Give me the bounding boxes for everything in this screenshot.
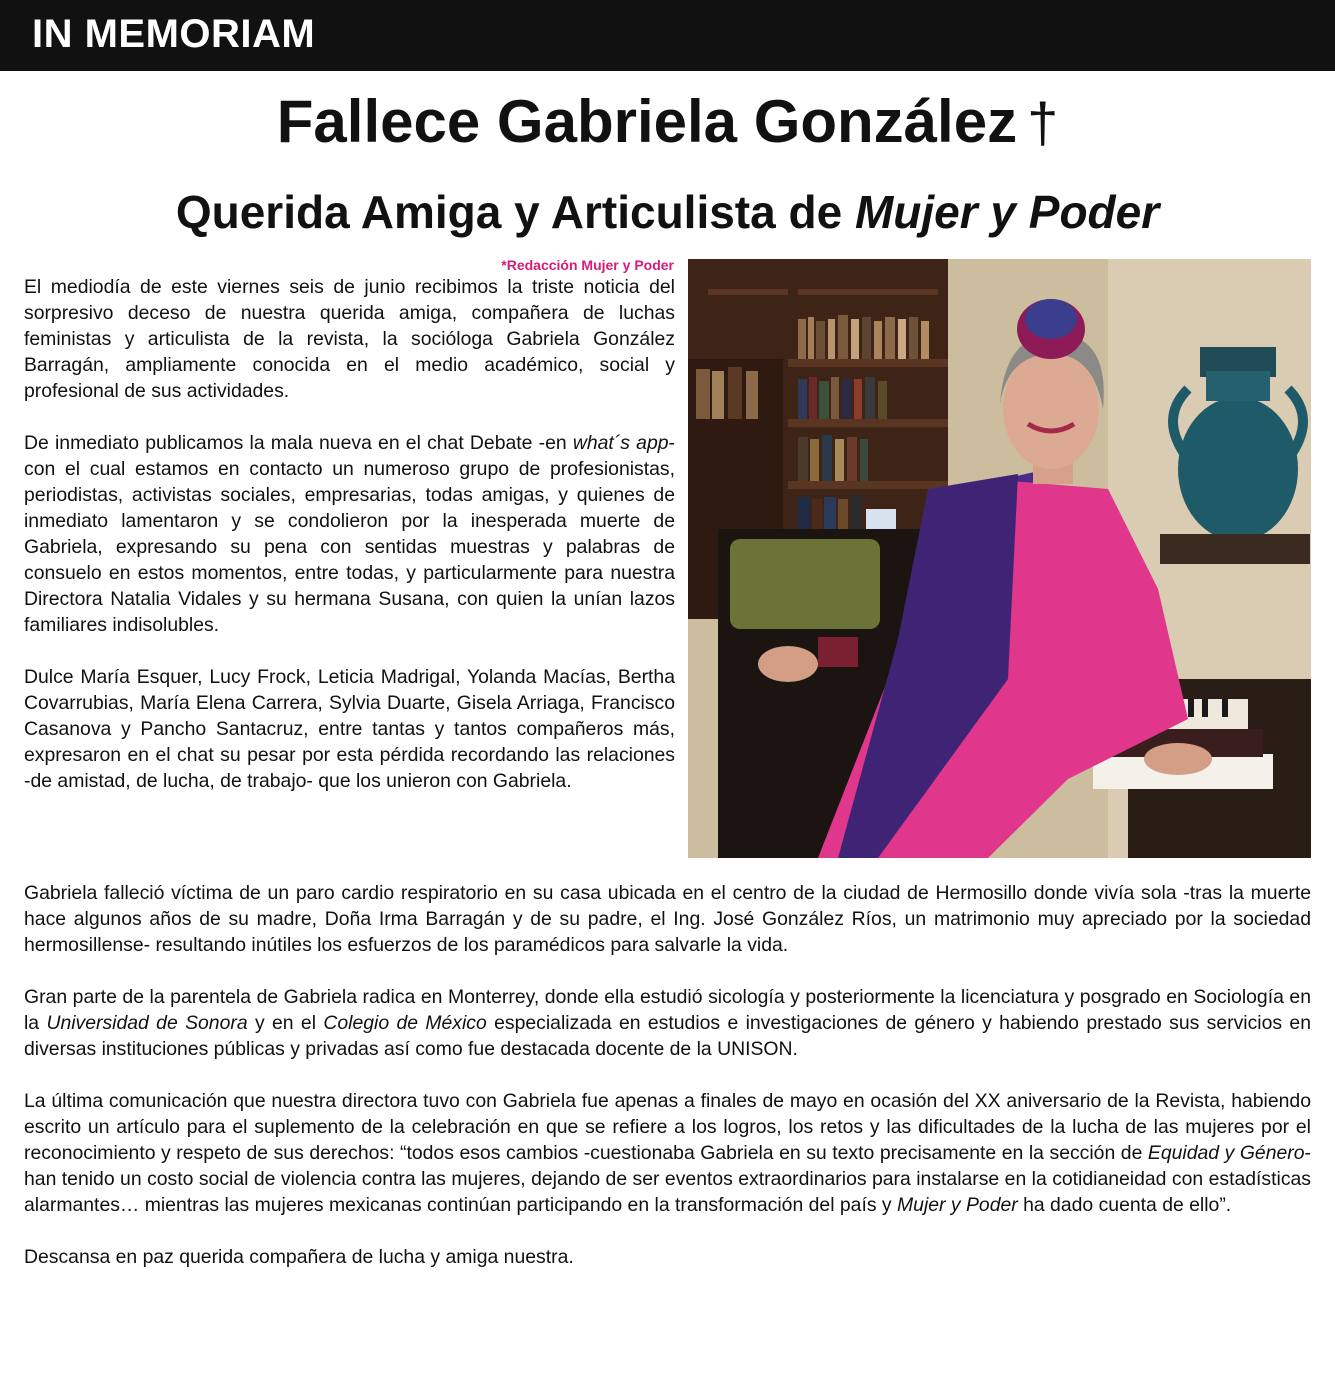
paragraph-2-text-a: De inmediato publicamos la mala nueva en el chat Debate -en — [24, 432, 573, 454]
paragraph-5-text-c: especializada en estudios e investigaciones de género y habiendo prestado sus servicios en diversas instituciones públicas y privadas así como fue destacada docente de la UNISON. — [24, 1012, 1311, 1060]
paragraph-6-text-b: - han tenido un costo social de violencia contra las mujeres, dejando de ser eventos extraordinarios para instalarse en la cotidianeidad con estadísticas alarmantes… mientras las mujeres mexicanas continúan participando en la transformación del país y — [24, 1142, 1311, 1216]
paragraph-4: Gabriela falleció víctima de un paro cardio respiratorio en su casa ubicada en el centro de la ciudad de Hermosillo donde vivía sola -tras la muerte hace algunos años de su madre, Doña Irma Barragán y de su padre, el Ing. José González Ríos, un matrimonio muy apreciado por la sociedad hermosillense- resultando inútiles los esfuerzos de los paramédicos para salvarle la vida. — [24, 882, 1311, 956]
paragraph-6-text-a: La última comunicación que nuestra directora tuvo con Gabriela fue apenas a finales de mayo en ocasión del XX aniversario de la Revista, habiendo escrito un artículo para el suplemento de la celebración en que se refiere a los logros, los retos y las dificultades de la lucha de las mujeres por el reconocimiento y respeto de sus derechos: “todos esos cambios -cuestionaba Gabriela en su texto precisamente en la sección de — [24, 1090, 1311, 1164]
paragraph-2-italic: what´s app — [572, 432, 669, 454]
paragraph-5-text-b: y en el — [247, 1012, 324, 1034]
paragraph-6 — [24, 1088, 1311, 1218]
subheadline-prefix: Querida Amiga y Articulista de — [175, 186, 855, 238]
portrait-photo-icon — [688, 259, 1311, 858]
paragraph-5-italic-2: Colegio de México — [323, 1012, 487, 1034]
cross-icon: † — [1027, 91, 1059, 154]
portrait-photo — [688, 259, 1311, 858]
paragraph-3: Dulce María Esquer, Lucy Frock, Leticia Madrigal, Yolanda Macías, Bertha Covarrubias, María Elena Carrera, Sylvia Duarte, Gisela Arriaga, Francisco Casanova y Pancho Santacruz, entre tantas y tantos compañeros más, expresaron en el chat su pesar por esta pérdida recordando las relaciones -de amistad, de lucha, de trabajo- que los unieron con Gabriela. — [24, 666, 675, 792]
paragraph-5-italic-1: Universidad de Sonora — [46, 1012, 248, 1034]
headline-text: Fallece Gabriela González — [276, 88, 1018, 155]
memoriam-banner — [0, 0, 1335, 71]
headline — [0, 80, 1335, 165]
full-width-text — [24, 880, 1311, 1296]
banner-label: IN MEMORIAM — [32, 12, 316, 56]
paragraph-5 — [24, 984, 1311, 1062]
subheadline-publication: Mujer y Poder — [854, 186, 1160, 238]
paragraph-1: El mediodía de este viernes seis de junio recibimos la triste noticia del sorpresivo deceso de nuestra querida amiga, compañera de luchas feministas y articulista de la revista, la socióloga Gabriela González Barragán, ampliamente conocida en el medio académico, social y profesional de sus actividades. — [24, 276, 675, 402]
byline: *Redacción Mujer y Poder — [501, 257, 674, 273]
paragraph-2 — [24, 430, 675, 638]
paragraph-5-text-a: Gran parte de la parentela de Gabriela radica en Monterrey, donde ella estudió sicología y posteriormente la licenciatura y posgrado en Sociología en la — [24, 986, 1311, 1034]
left-column — [24, 274, 675, 820]
paragraph-2-text-b: - con el cual estamos en contacto un numeroso grupo de profesionistas, periodistas, activistas sociales, empresarias, todas amigas, y quienes de inmediato lamentaron y se condolieron por la inesperada muerte de Gabriela, expresando su pena con sentidas muestras y palabras de consuelo en estos momentos, entre todas, y particularmente para nuestra Directora Natalia Vidales y su hermana Susana, con quien la unían lazos familiares indisolubles. — [24, 432, 675, 636]
paragraph-6-text-c: ha dado cuenta de ello”. — [1017, 1194, 1232, 1216]
paragraph-6-italic-1: Equidad y Género — [1147, 1142, 1305, 1164]
paragraph-7: Descansa en paz querida compañera de lucha y amiga nuestra. — [24, 1246, 574, 1268]
paragraph-6-italic-2: Mujer y Poder — [897, 1194, 1018, 1216]
subheadline — [0, 172, 1335, 252]
